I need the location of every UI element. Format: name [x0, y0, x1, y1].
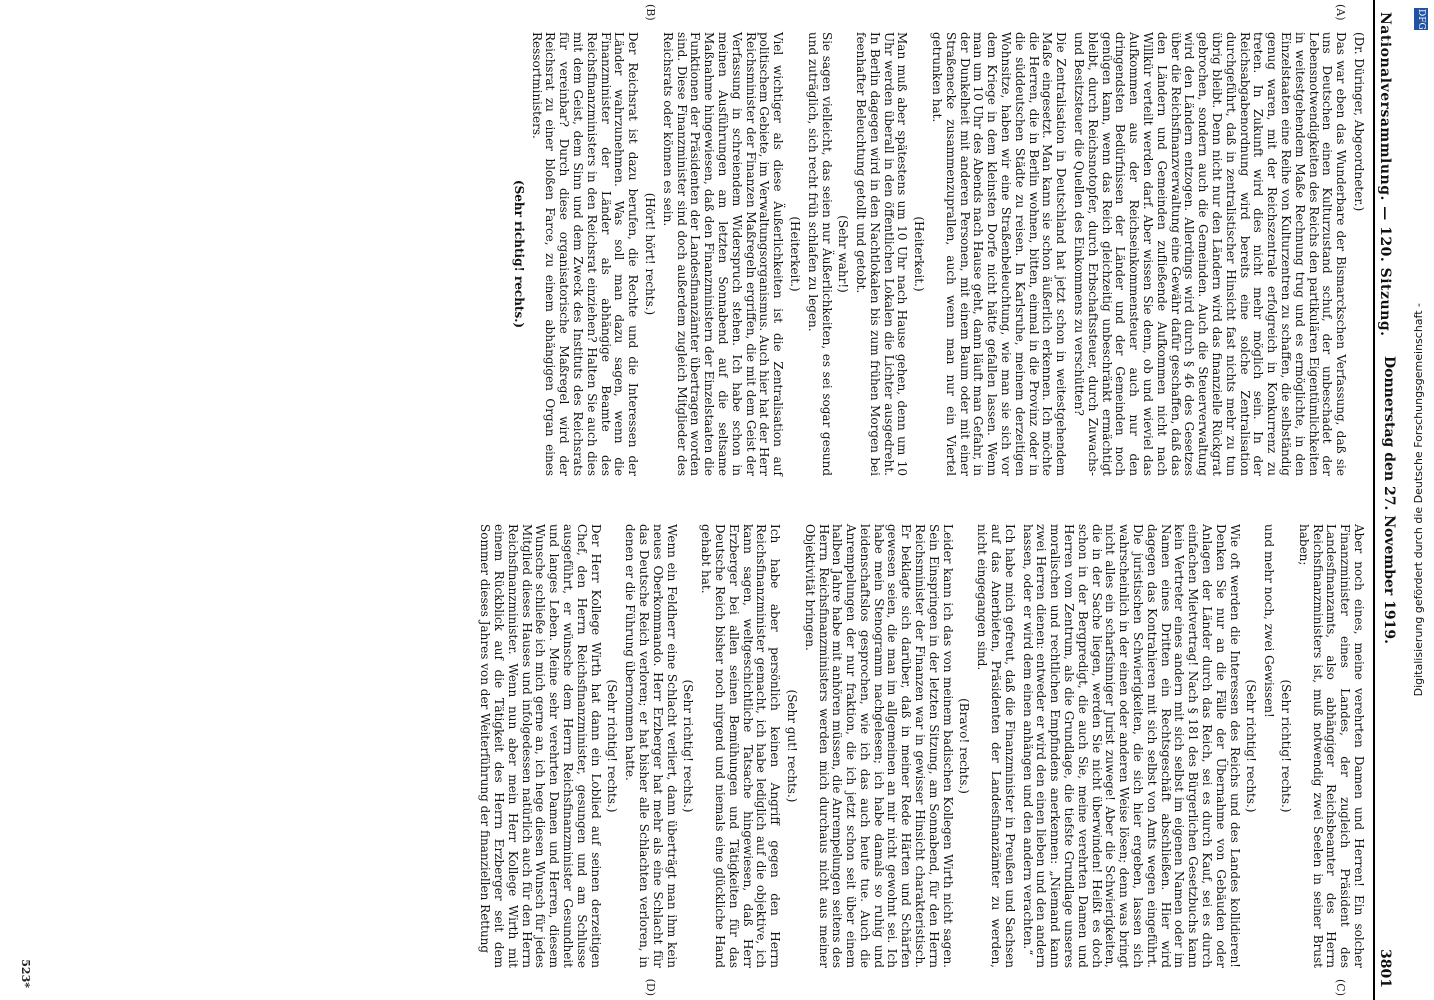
left-para-6: Der Reichsrat ist dazu berufen, die Rechte und die Interessen der Länder wahrzunehmen. Was soll man dazu sagen, wenn die Finanzminister der Länder als abhängige Beamte des Reichsfinanzministers in den Reichsrat einziehen? Halten Sie auch dies mit dem Geist, dem Sinn und dem Zweck des Instituts des Reichsrats für vereinbar? Durch diese organisatorische Maßregel wird der Reichsrat zu einer bloßen Farce, zu einem abhängigen Organ eines Ressortministers.	[529, 32, 641, 476]
right-para-2: und mehr noch, zwei Gewissen!	[1262, 524, 1277, 718]
right-reaction-2: (Sehr richtig! rechts.)	[1244, 679, 1259, 813]
right-para-6: Ich habe aber persönlich keinen Angriff gegen den Herrn Reichsfinanzminister gemacht, ich habe lediglich auf die objektive, ich kann sagen, weltgeschichtliche Tatsache hingewiesen, daß Herr Erzberger bei allen seinen Bemühungen und Tätigkeiten für das Deutsche Reich bisher noch nirgend und niemals eine glückliche Hand gehabt hat.	[699, 524, 783, 968]
right-para-1: Aber noch eines, meine verehrten Damen und Herren! Ein solcher Finanzminister eines Landes, der zugleich Präsident des Landesfinanzamts, also abhängiger Reichsbeamter des Herrn Reichsfinanzministers ist, muß notwendig zwei Seelen in seiner Brust haben;	[1296, 524, 1366, 968]
left-reaction-5: (Sehr richtig! rechts.)	[511, 179, 526, 329]
right-column	[33, 516, 1369, 976]
speaker-prefix: (Dr. Düringer, Abgeordneter.)	[1352, 32, 1366, 212]
left-para-2: Die Zentralisation in Deutschland hat jetzt schon in weitestgehendem Maße eingesetzt. Man kann sie schon äußerlich erkennen. Ich möchte die Herren, die in Berlin wohnen, bitten, einmal in die Provinz oder in die süddeutschen Städte zu reisen. In Karlsruhe, meinem derzeitigen Wohnsitze, haben wir eine Straßenbeleuchtung, wie man sie sich vor dem Kriege in dem kleinsten Dorfe nicht hätte gefallen lassen. Wenn man um 10 Uhr des Abends nach Hause geht, dann läuft man Gefahr, in der Dunkelheit mit anderen Personen, mit einem Baum oder mit einer Straßenecke zusammenzuprallen, auch wenn man nur ein Viertel getrunken hat.	[930, 32, 1069, 476]
side-note-text: Digitalisierung gefördert durch die Deutsche Forschungsgemeinschaft -	[1411, 303, 1425, 697]
marker-c: (C)	[1334, 979, 1347, 996]
marker-b: (B)	[644, 4, 657, 21]
marker-a: (A)	[1334, 4, 1347, 21]
header-date: Donnerstag den 27. November 1919.	[1381, 356, 1397, 644]
left-reaction-4: (Hört! hört! rechts.)	[642, 192, 657, 316]
right-para-4: Ich habe mich gefreut, daß die Finanzminister in Preußen und Sachsen auf das Anerbieten, Präsidenten der Landesfinanzämter zu werden, nicht eingegangen sind.	[975, 524, 1017, 968]
left-para-3: Man muß aber spätestens um 10 Uhr nach Hause gehen, denn um 10 Uhr werden überall in den öffentlichen Lokalen die Lichter ausgedreht. In Berlin dagegen wird in den Nachtlokalen bis zum frühen Morgen bei feenhafter Beleuchtung getollt und getobt.	[854, 32, 910, 476]
right-para-5: Leider kann ich das von meinem badischen Kollegen Wirth nicht sagen. Sein Einspringen in der letzten Sitzung, am Sonnabend, für den Herrn Reichsminister der Finanzen war in gewisser Hinsicht charakteristisch. Er beklagte sich darüber, daß in meiner Rede Härten und Schärfen gewesen seien, die man im allgemeinen an mir nicht gewohnt sei. Ich habe mein Stenogramm nachgelesen; ich habe damals so ruhig und leidenschaftslos gesprochen, wie ich das auch heute tue. Auch die Anrempelungen der nur fraktion, die ich jetzt schon seit über einem halben Jahre habe mit anhören müssen, die Anrempelungen seitens des Herrn Reichsfinanzministers werden mich durchaus nicht aus meiner Objektivität bringen.	[802, 524, 955, 968]
marker-d: (D)	[644, 978, 657, 996]
right-para-7: Wenn ein Feldherr eine Schlacht verliert, dann überträgt man ihm kein neues Oberkommando. Herr Erzberger hat mehr als eine Schlacht für das Deutsche Reich verloren; er hat bisher alle Schlachten verloren, in denen er die Führung übernommen hatte.	[623, 524, 679, 968]
left-reaction-3: (Heiterkeit.)	[787, 216, 802, 292]
left-reaction-2: (Sehr wahr!)	[836, 215, 851, 293]
right-reaction-3: (Bravo! rechts.)	[957, 698, 972, 794]
dfg-logo: DFG	[1416, 8, 1426, 30]
left-column	[33, 24, 1369, 484]
left-para-5: Viel wichtiger als diese Äußerlichkeiten ist die Zentralisation auf politischem Gebiete, im Verwaltungsorganismus. Auch hier hat der Herr Reichsminister der Finanzen Maßregeln ergriffen, die mit dem Geist der Verfassung in schreiendem Widerspruch stehen. Ich habe schon in meinen Ausführungen am letzten Sonnabend auf die seltsame Maßnahme hingewiesen, daß den Finanzministern der Einzelstaaten die Funktionen der Präsidenten der Landesfinanzämter übertragen worden sind. Diese Finanzminister sind doch außerdem zugleich Mitglieder des Reichsrats oder können es sein.	[660, 32, 786, 476]
digitization-note	[1401, 0, 1434, 1000]
rotated-page	[17, 0, 1417, 1000]
footer-signature: 523*	[19, 959, 32, 988]
right-reaction-4: (Sehr gut! rechts.)	[784, 689, 799, 803]
right-para-3: Wie oft werden die Interessen des Reichs und des Landes kollidieren! Denken Sie nur an die Fälle der Übernahme von Gebäuden oder Anlagen der Länder durch das Reich, sei es durch Kauf, sei es durch einfachen Mietvertrag! Nach § 181 des Bürgerlichen Gesetzbuchs kann kein Vertreter eines andern mit sich selbst im eigenen Namen oder im Namen eines Dritten ein Rechtsgeschäft abschließen. Hier wird dagegen das Kontrahieren mit sich selbst von Amts wegen eingeführt. Die juristischen Schwierigkeiten, die sich hier ergeben, lassen sich wahrscheinlich in der einen oder anderen Weise lösen; denn was bringt nicht alles ein scharfsinniger Jurist zuwege! Aber die Schwierigkeiten, die in der Sache liegen, werden Sie nicht überwinden! Heißt es doch schon in der Bergpredigt, die auch Sie, meine verehrten Damen und Herren vom Zentrum, als die Grundlage, die tiefste Grundlage unseres moralischen und rechtlichen Empfindens anerkennen: „Niemand kann zwei Herren dienen: entweder er wird den einen lieben und den andern hassen, oder er wird dem einen anhängen und den andern verachten.“	[1020, 524, 1242, 968]
left-reaction-1: (Heiterkeit.)	[912, 216, 927, 292]
right-reaction-1: (Sehr richtig! rechts.)	[1279, 679, 1294, 813]
right-reaction-5: (Sehr richtig! rechts.)	[681, 679, 696, 813]
left-para-4: Sie sagen vielleicht, das seien nur Äußerlichkeiten, es sei sogar gesund und zuträglich, sich recht früh schlafen zu legen.	[805, 32, 834, 476]
right-reaction-6: (Sehr richtig! rechts.)	[605, 679, 620, 813]
header-left: Nationalversammlung. — 120. Sitzung.	[1377, 12, 1393, 337]
page-number: 3801	[1377, 949, 1393, 988]
right-para-8: Der Herr Kollege Wirth hat dann ein Loblied auf seinen derzeitigen Chef, den Herrn Reichsfinanzminister, gesungen und am Schlusse ausgeführt, er wünsche dem Herrn Reichsfinanzminister Gesundheit und langes Leben. Meine sehr verehrten Damen und Herren, diesem Wunsche schließe ich mich gerne an, ich hege diesen Wunsch für jedes Mitglied dieses Hauses und infolgedessen natürlich auch für den Herrn Reichsfinanzminister. Wenn nun aber mein Herr Kollege Wirth mit einem Rückblick auf die Tätigkeit des Herrn Erzberger seit dem Sommer dieses Jahres von der Weiterführung der finanziellen Rettung	[478, 524, 603, 968]
left-para-1: Das war eben das Wunderbare der Bismarckschen Verfassung, daß sie uns Deutschen einen Kulturzustand schuf, der unbeschadet der Lebensnotwendigkeiten des Reichs den partikulären Eigentümlichkeiten in weitestgehendem Maße Rechnung trug und es ermöglichte, in den Einzelstaaten eine Reihe von Kulturzentren zu schaffen, die selbständig genug waren, mit der Reichszentrale erfolgreich in Konkurrenz zu treten. In Zukunft wird dies nicht mehr möglich sein. In der Reichsabgabenordnung wird bereits eine solche Zentralisation durchgeführt, daß in zentralistischer Hinsicht fast nichts mehr zu tun übrig bleibt. Denn nicht nur den Ländern wird das finanzielle Rückgrat gebrochen, sondern auch die Gemeinden. Auch die Steuerverwaltung wird den Ländern entzogen. Allerdings wird durch § 46 des Gesetzes über die Reichsfinanzverwaltung eine Gewähr dafür geschaffen, daß das den Ländern und Gemeinden zufließende Aufkommen nicht nach Willkür verteilt werden darf. Aber wissen Sie denn, ob und wieviel das Aufkommen aus der Reichseinkommensteuer auch nur den dringendsten Bedürfnissen der Länder und der Gemeinden noch genügen kann, wenn das Reich gleichzeitig unbeschränkt ermächtigt bleibt, durch Reichsnotopfer, durch Erbschaftssteuer, durch Zuwachs- und Besitzsteuer die Quellen des Einkommens zu verschütten?	[1072, 32, 1349, 476]
header-rule	[1373, 0, 1375, 1000]
